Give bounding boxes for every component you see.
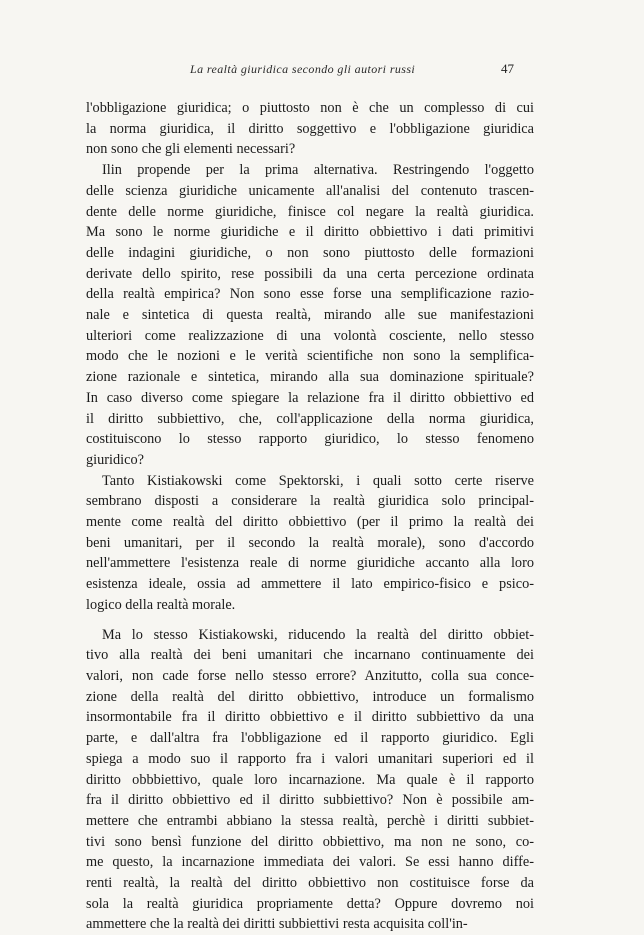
text-line: zione della realtà del diritto obbiettivo, introduce un formalismo xyxy=(86,688,534,705)
text-line: la norma giuridica, il diritto soggettivo e l'obbligazione giuridica xyxy=(86,120,534,137)
text-line: il diritto subbiettivo, che, coll'applicazione della norma giuridica, xyxy=(86,410,534,427)
text-line: diritto obbbiettivo, quale loro incarnazione. Ma quale è il rapporto xyxy=(86,771,534,788)
page-header xyxy=(190,62,520,82)
body-text xyxy=(86,98,534,935)
text-line: delle scienza giuridiche unicamente all'analisi del contenuto trascen- xyxy=(86,182,534,199)
text-line: modo che le nozioni e le verità scientifiche non sono la semplifica- xyxy=(86,348,534,365)
running-title: La realtà giuridica secondo gli autori russi xyxy=(190,62,416,76)
text-line: ulteriori come realizzazione di una volontà cosciente, nello stesso xyxy=(86,327,534,344)
text-line: renti realtà, la realtà del diritto obbiettivo non costituisce forse da xyxy=(86,875,534,892)
text-line: Ma lo stesso Kistiakowski, riducendo la realtà del diritto obbiet- xyxy=(102,626,534,643)
page-number: 47 xyxy=(501,61,514,76)
text-line: sola la realtà giuridica propriamente detta? Oppure dovremo noi xyxy=(86,895,534,912)
text-line: della realtà empirica? Non sono esse forse una semplificazione razio- xyxy=(86,286,534,303)
text-line: esistenza ideale, ossia ad ammettere il lato empirico-fisico e psico- xyxy=(86,576,534,593)
text-line: valori, non cade forse nello stesso errore? Anzitutto, colla sua conce- xyxy=(86,667,534,684)
text-line: derivate dello spirito, rese possibili da una certa percezione ordinata xyxy=(86,265,534,282)
text-line: logico della realtà morale. xyxy=(86,596,236,613)
paragraph xyxy=(86,160,534,471)
text-line: nell'ammettere l'esistenza reale di norme giuridiche accanto alla loro xyxy=(86,555,534,572)
text-line: me questo, la incarnazione immediata dei valori. Se essi hanno diffe- xyxy=(86,854,534,871)
text-line: zione razionale e sintetica, mirando alla sua dominazione spirituale? xyxy=(86,369,534,386)
text-line: giuridico? xyxy=(86,451,144,468)
paragraph xyxy=(86,98,534,160)
text-line: beni umanitari, per il secondo la realtà morale), sono d'accordo xyxy=(86,534,534,551)
text-line: dente delle norme giuridiche, finisce col negare la realtà giuridica. xyxy=(86,203,534,220)
text-line: spiega a modo suo il rapporto fra i valori umanitari superiori ed il xyxy=(86,750,534,767)
text-line: parte, e dall'altra fra l'obbligazione ed il rapporto giuridico. Egli xyxy=(86,730,534,747)
text-line: tivi sono bensì funzione del diritto obbiettivo, ma non ne sono, co- xyxy=(86,833,534,850)
paragraph xyxy=(86,625,534,935)
text-line: l'obbligazione giuridica; o piuttosto non è che un complesso di cui xyxy=(86,100,534,116)
text-line: mente come realtà del diritto obbiettivo (per il primo la realtà dei xyxy=(86,514,534,531)
text-line: insormontabile fra il diritto obbiettivo e il diritto subbiettivo da una xyxy=(86,709,534,726)
text-line: In caso diverso come spiegare la relazione fra il diritto obbiettivo ed xyxy=(86,389,534,406)
text-line: ammettere che la realtà dei diritti subbiettivi resta acquisita coll'in- xyxy=(86,916,468,933)
text-line: fra il diritto obbiettivo ed il diritto subbiettivo? Non è possibile am- xyxy=(86,792,534,809)
paragraph xyxy=(86,471,534,616)
text-line: Ilin propende per la prima alternativa. Restringendo l'oggetto xyxy=(102,162,534,179)
text-line: mettere che entrambi abbiano la stessa realtà, perchè i diritti subbiet- xyxy=(86,812,534,829)
text-line: nale e sintetica di questa realtà, mirando alle sue manifestazioni xyxy=(86,307,534,324)
text-line: non sono che gli elementi necessari? xyxy=(86,141,296,158)
text-line: sembrano disposti a considerare la realtà giuridica solo principal- xyxy=(86,493,534,510)
text-line: delle indagini giuridiche, o non sono piuttosto delle formazioni xyxy=(86,244,534,261)
text-line: Tanto Kistiakowski come Spektorski, i quali sotto certe riserve xyxy=(102,472,534,489)
text-line: Ma sono le norme giuridiche e il diritto obbiettivo i dati primitivi xyxy=(86,224,534,241)
text-line: tivo alla realtà dei beni umanitari che incarnano continuamente dei xyxy=(86,647,534,664)
text-line: costituiscono lo stesso rapporto giuridico, lo stesso fenomeno xyxy=(86,431,534,448)
